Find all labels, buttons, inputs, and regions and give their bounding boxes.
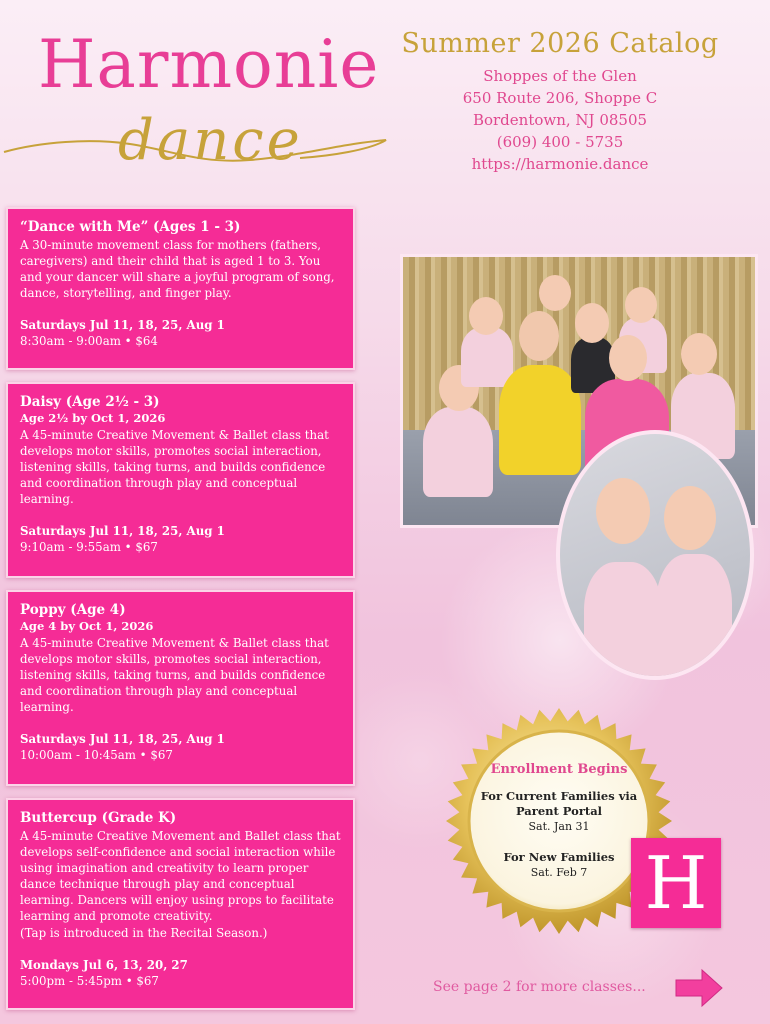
- phone-number[interactable]: (609) 400 - 5735: [496, 133, 624, 151]
- class-age-requirement: Age 4 by Oct 1, 2026: [20, 619, 154, 633]
- address-line-1: Shoppes of the Glen: [483, 67, 637, 85]
- class-days: Mondays Jul 6, 13, 20, 27: [20, 958, 188, 972]
- brand-logo: [0, 20, 400, 190]
- catalog-header: [390, 28, 730, 175]
- dancer-face: [625, 287, 657, 323]
- class-days: Saturdays Jul 11, 18, 25, Aug 1: [20, 732, 225, 746]
- new-families-label: For New Families: [503, 850, 615, 864]
- dancer-face: [519, 311, 559, 361]
- class-title: Poppy (Age 4): [20, 602, 126, 618]
- logo-wordmark: Harmonie: [38, 26, 380, 103]
- class-time-price: 5:00pm - 5:45pm • $67: [20, 974, 159, 988]
- catalog-title: Summer 2026 Catalog: [401, 28, 719, 59]
- dancer-face: [469, 297, 503, 335]
- address-line-3: Bordentown, NJ 08505: [472, 111, 648, 129]
- current-families-date: Sat. Jan 31: [528, 820, 590, 833]
- class-days: Saturdays Jul 11, 18, 25, Aug 1: [20, 318, 225, 332]
- dancer-figure: [656, 554, 732, 678]
- dancer-face: [609, 335, 647, 381]
- dancer-figure: [584, 562, 662, 680]
- enrollment-heading: Enrollment Begins: [490, 762, 628, 777]
- class-description: A 45-minute Creative Movement and Ballet class that develops self-confidence and social interaction while using imagination and creativity to learn proper dance technique through play and conceptual learning. Dancers will enjoy using props to facilitate learning and promote creativity.: [20, 829, 341, 923]
- class-note: (Tap is introduced in the Recital Season.): [20, 926, 268, 940]
- class-description: A 30-minute movement class for mothers (fathers, caregivers) and their child that is aged 1 to 3. You and your dancer will share a joyful program of song, dance, storytelling, and finger play.: [20, 238, 335, 300]
- class-time-price: 10:00am - 10:45am • $67: [20, 748, 173, 762]
- dancer-figure: [461, 327, 513, 387]
- class-age-requirement: Age 2½ by Oct 1, 2026: [20, 411, 166, 425]
- dancer-face: [596, 478, 650, 544]
- dancer-face: [575, 303, 609, 343]
- more-classes-note[interactable]: See page 2 for more classes...: [433, 979, 646, 995]
- class-time-price: 9:10am - 9:55am • $67: [20, 540, 158, 554]
- class-time-price: 8:30am - 9:00am • $64: [20, 334, 158, 348]
- website-link[interactable]: https://harmonie.dance: [471, 155, 649, 173]
- current-families-label: [444, 789, 674, 819]
- arrow-right-icon[interactable]: [674, 968, 724, 1008]
- class-title: Daisy (Age 2½ - 3): [20, 394, 160, 410]
- dancer-figure: [423, 407, 493, 497]
- class-description: A 45-minute Creative Movement & Ballet class that develops motor skills, promotes social interaction, listening skills, taking turns, and builds confidence and coordination through play and conceptual learning.: [20, 636, 329, 714]
- studio-contact: [390, 65, 730, 175]
- class-days: Saturdays Jul 11, 18, 25, Aug 1: [20, 524, 225, 538]
- class-card-buttercup: [6, 798, 355, 1010]
- dancer-face: [539, 275, 571, 311]
- badge-letter: H: [644, 841, 708, 925]
- class-card-daisy: [6, 382, 355, 578]
- new-families-date: Sat. Feb 7: [530, 866, 588, 879]
- harmonie-badge: [631, 838, 721, 928]
- address-line-2: 650 Route 206, Shoppe C: [462, 89, 658, 107]
- class-card-dance-with-me: [6, 207, 355, 370]
- dancer-face: [681, 333, 717, 375]
- current-families-line-2: Parent Portal: [515, 804, 603, 818]
- current-families-line-1: For Current Families via: [480, 789, 638, 803]
- class-title: Buttercup (Grade K): [20, 810, 177, 826]
- class-card-poppy: [6, 590, 355, 786]
- dancer-figure: [499, 365, 581, 475]
- two-dancers-photo: [556, 430, 754, 680]
- logo-script: dance: [118, 108, 303, 173]
- class-title: “Dance with Me” (Ages 1 - 3): [20, 219, 241, 235]
- class-description: A 45-minute Creative Movement & Ballet class that develops motor skills, promotes social interaction, listening skills, taking turns, and builds confidence and coordination through play and conceptual learning.: [20, 428, 329, 506]
- dancer-face: [664, 486, 716, 550]
